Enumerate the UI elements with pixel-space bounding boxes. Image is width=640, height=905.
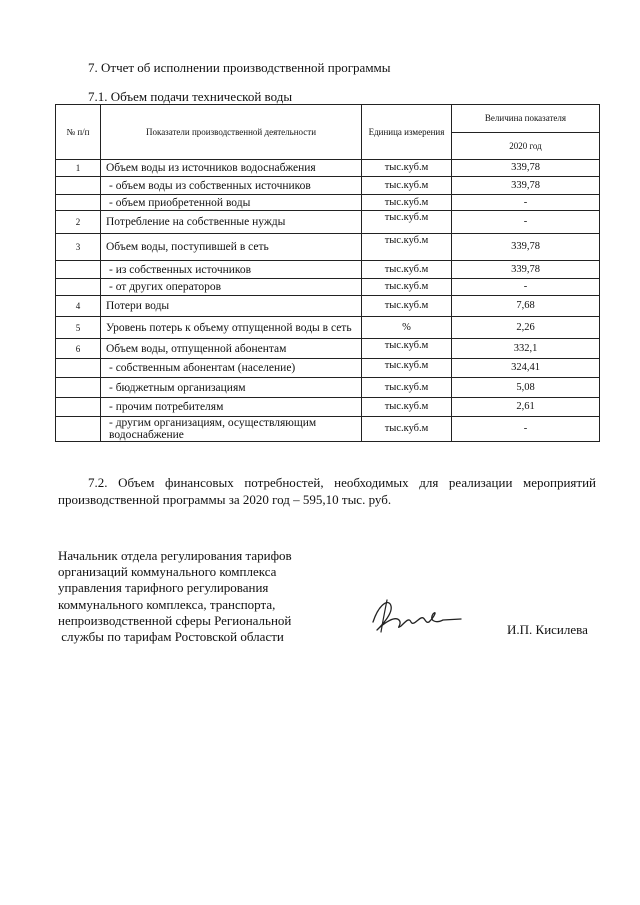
row-value: 5,08	[452, 378, 600, 398]
table-row	[56, 279, 600, 296]
water-supply-table	[55, 104, 600, 442]
row-number: 5	[56, 317, 101, 339]
table-row	[56, 339, 600, 359]
row-indicator: - объем приобретенной воды	[101, 195, 362, 211]
row-number: 1	[56, 160, 101, 177]
row-unit: %	[362, 317, 452, 339]
row-unit: тыс.куб.м	[362, 234, 452, 261]
row-indicator: - другим организациям, осуществляющим водоснабжение	[101, 417, 362, 442]
row-number: 3	[56, 234, 101, 261]
header-year: 2020 год	[452, 133, 600, 160]
row-number	[56, 177, 101, 195]
table-row	[56, 177, 600, 195]
row-number	[56, 398, 101, 417]
row-indicator: Потери воды	[101, 296, 362, 317]
row-unit: тыс.куб.м	[362, 211, 452, 234]
row-value: -	[452, 279, 600, 296]
row-number	[56, 261, 101, 279]
signatory-position	[58, 548, 318, 645]
row-value: 339,78	[452, 160, 600, 177]
row-unit: тыс.куб.м	[362, 296, 452, 317]
row-indicator: - объем воды из собственных источников	[101, 177, 362, 195]
row-number: 2	[56, 211, 101, 234]
section-heading: 7. Отчет об исполнении производственной программы	[88, 60, 391, 75]
row-number: 4	[56, 296, 101, 317]
row-value: 2,61	[452, 398, 600, 417]
row-indicator: Объем воды из источников водоснабжения	[101, 160, 362, 177]
row-number	[56, 378, 101, 398]
row-indicator: - от других операторов	[101, 279, 362, 296]
table-row	[56, 160, 600, 177]
header-value-group: Величина показателя	[452, 105, 600, 133]
handwritten-signature	[365, 592, 465, 640]
row-unit: тыс.куб.м	[362, 261, 452, 279]
table-row	[56, 317, 600, 339]
row-number	[56, 279, 101, 296]
row-indicator: - бюджетным организациям	[101, 378, 362, 398]
row-unit: тыс.куб.м	[362, 378, 452, 398]
row-indicator: - из собственных источников	[101, 261, 362, 279]
table-row	[56, 261, 600, 279]
signatory-position-line: службы по тарифам Ростовской области	[58, 629, 284, 645]
table-row	[56, 378, 600, 398]
table-row	[56, 398, 600, 417]
header-indicator: Показатели производственной деятельности	[101, 105, 362, 160]
table-row	[56, 211, 600, 234]
header-unit: Единица измерения	[362, 105, 452, 160]
row-unit: тыс.куб.м	[362, 339, 452, 359]
paragraph-7-2-text: 7.2. Объем финансовых потребностей, необходимых для реализации мероприятий производственной программы за 2020 год – 595,10 тыс. руб.	[58, 475, 596, 507]
row-value: -	[452, 417, 600, 442]
signatory-position-line: управления тарифного регулирования	[58, 580, 269, 596]
header-num: № п/п	[56, 105, 101, 160]
row-number	[56, 195, 101, 211]
signatory-position-line: коммунального комплекса, транспорта,	[58, 596, 276, 612]
row-unit: тыс.куб.м	[362, 279, 452, 296]
row-unit: тыс.куб.м	[362, 398, 452, 417]
row-number	[56, 417, 101, 442]
row-indicator: Уровень потерь к объему отпущенной воды в сеть	[101, 317, 362, 339]
row-indicator: Потребление на собственные нужды	[101, 211, 362, 234]
signatory-position-line: Начальник отдела регулирования тарифов	[58, 548, 292, 563]
row-indicator: - прочим потребителям	[101, 398, 362, 417]
row-value: 332,1	[452, 339, 600, 359]
row-value: 7,68	[452, 296, 600, 317]
row-unit: тыс.куб.м	[362, 177, 452, 195]
row-unit: тыс.куб.м	[362, 417, 452, 442]
table-row	[56, 195, 600, 211]
row-value: -	[452, 211, 600, 234]
row-unit: тыс.куб.м	[362, 160, 452, 177]
paragraph-7-2	[58, 474, 596, 508]
row-indicator: Объем воды, поступившей в сеть	[101, 234, 362, 261]
table-row	[56, 359, 600, 378]
row-unit: тыс.куб.м	[362, 195, 452, 211]
row-value: 339,78	[452, 261, 600, 279]
signatory-position-line: организаций коммунального комплекса	[58, 564, 277, 580]
row-value: 339,78	[452, 234, 600, 261]
row-indicator: Объем воды, отпущенной абонентам	[101, 339, 362, 359]
row-value: 2,26	[452, 317, 600, 339]
signatory-name: И.П. Кисилева	[507, 622, 588, 637]
table-row	[56, 296, 600, 317]
row-number: 6	[56, 339, 101, 359]
row-number	[56, 359, 101, 378]
row-value: -	[452, 195, 600, 211]
row-indicator: - собственным абонентам (население)	[101, 359, 362, 378]
signatory-position-line: непроизводственной сферы Региональной	[58, 612, 292, 628]
row-value: 339,78	[452, 177, 600, 195]
table-row	[56, 234, 600, 261]
row-unit: тыс.куб.м	[362, 359, 452, 378]
table-row	[56, 417, 600, 442]
subsection-heading: 7.1. Объем подачи технической воды	[88, 89, 293, 104]
row-value: 324,41	[452, 359, 600, 378]
